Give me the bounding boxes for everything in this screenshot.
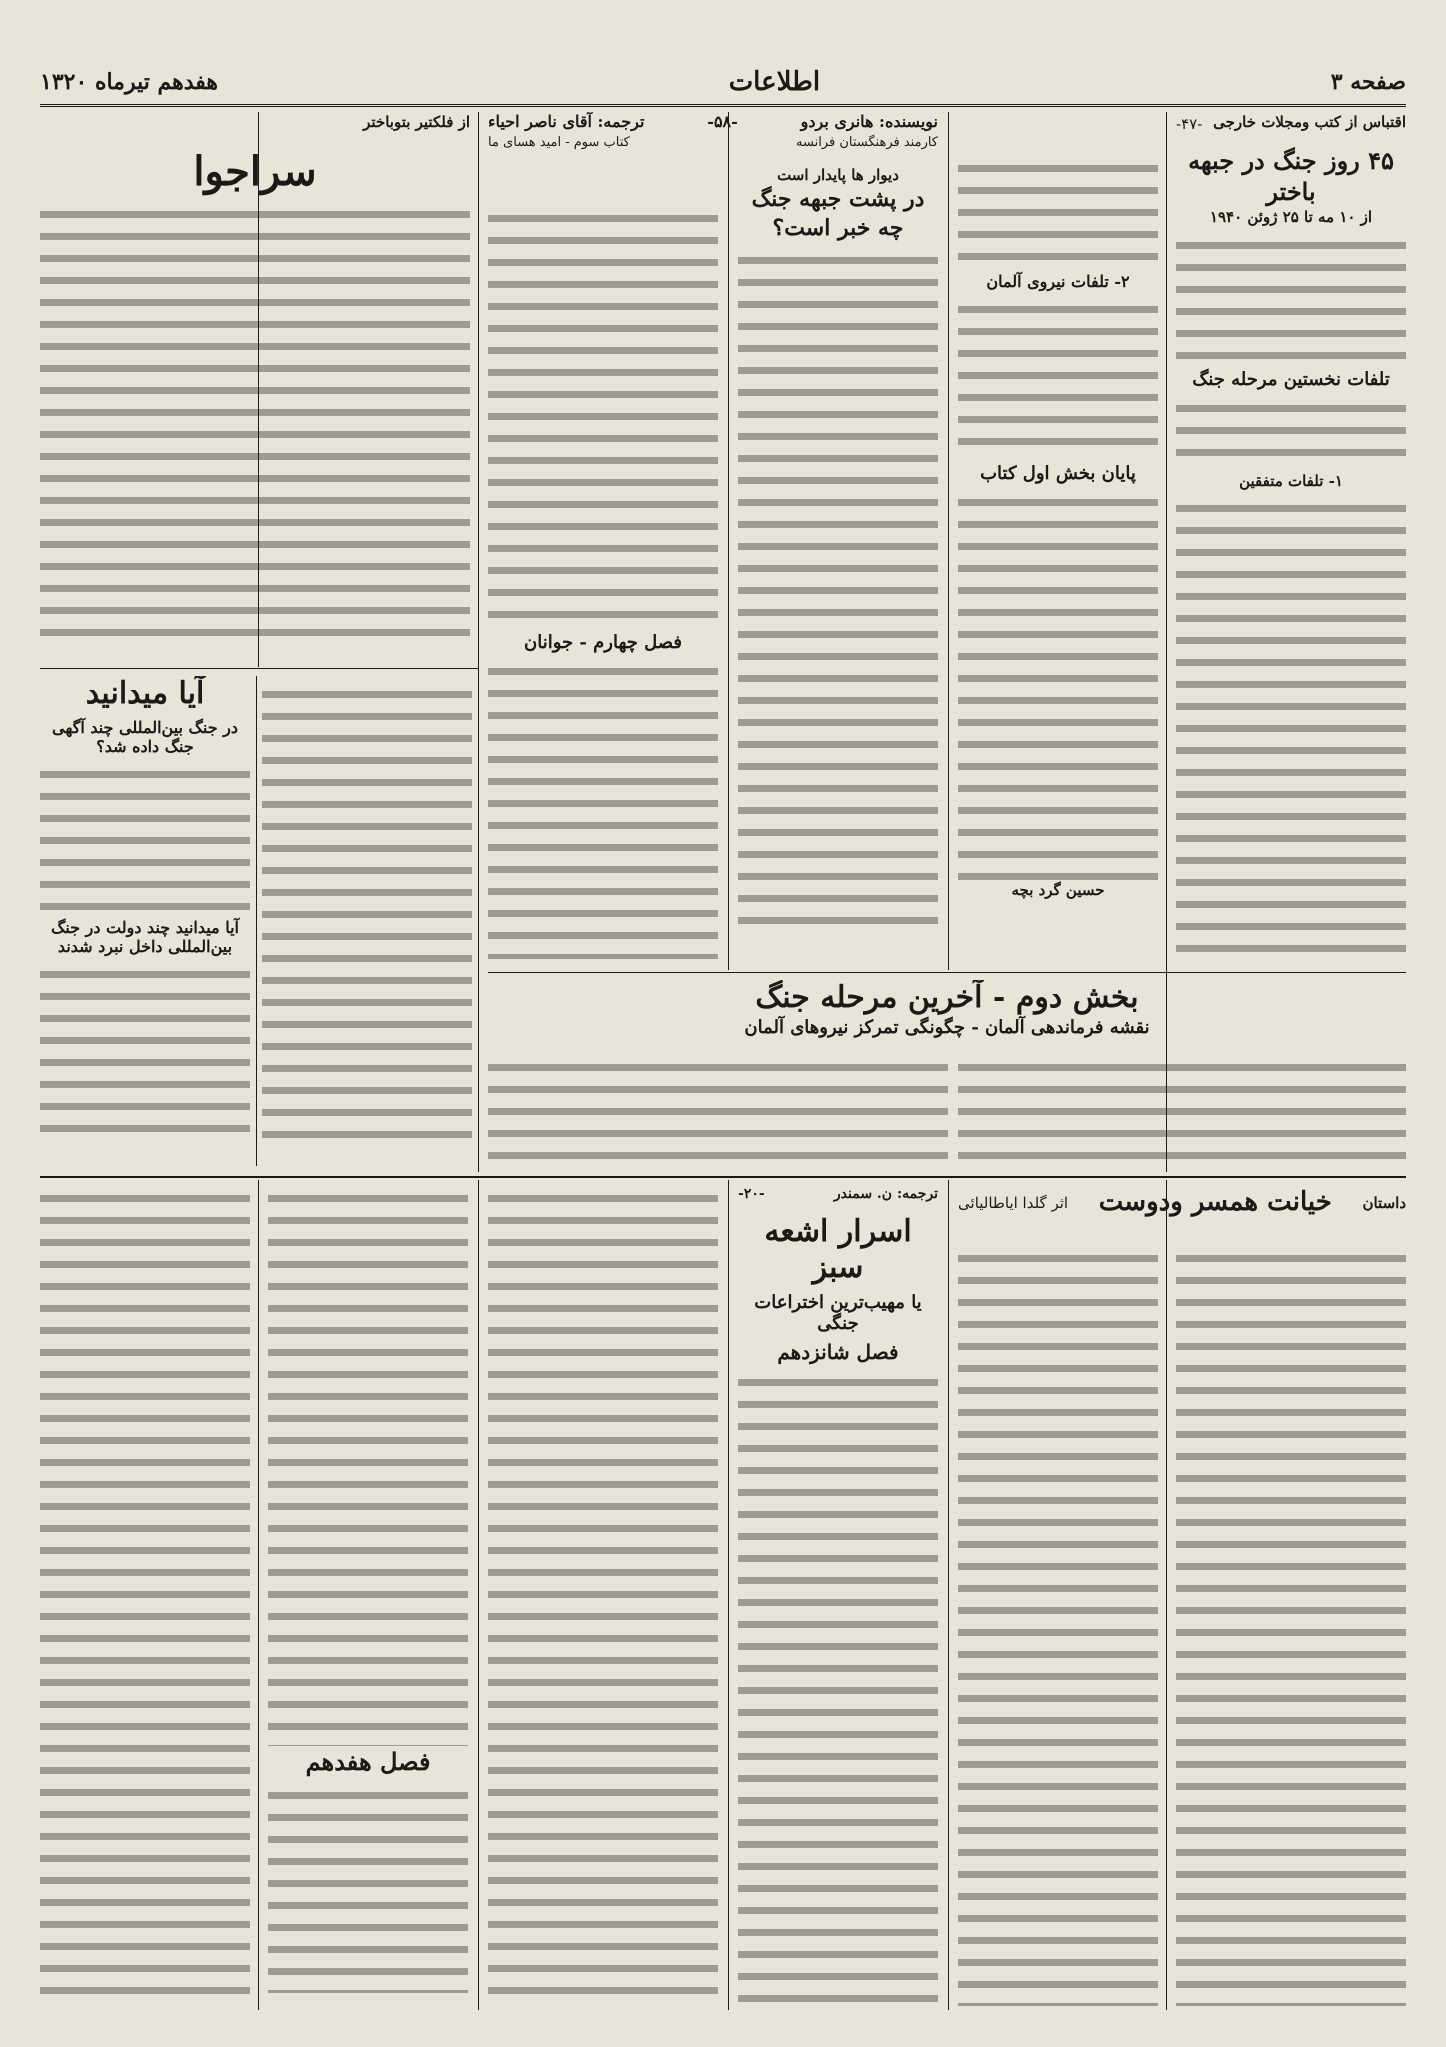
column-rule bbox=[478, 1180, 479, 2010]
article-text bbox=[738, 248, 938, 938]
column-rule bbox=[258, 1180, 259, 2010]
part-two-title: بخش دوم - آخرین مرحله جنگ bbox=[755, 980, 1139, 1015]
box-title: آیا میدانید bbox=[85, 676, 205, 711]
serial-subtitle: یا مهیب‌ترین اختراعات جنگی bbox=[754, 1292, 922, 1334]
article-text bbox=[1176, 233, 1406, 363]
author: از فلکتیر بتوباختر bbox=[363, 113, 470, 131]
story-text bbox=[958, 1246, 1158, 2006]
feature-column-cont bbox=[488, 200, 718, 970]
novel-text bbox=[488, 1186, 718, 1996]
story-tag: داستان bbox=[1362, 1193, 1406, 1212]
page-number: صفحه ۳ bbox=[1330, 69, 1406, 95]
sarajevo-article bbox=[40, 112, 470, 662]
column-rule bbox=[948, 112, 949, 970]
story-header bbox=[958, 1186, 1406, 1246]
story-text bbox=[1176, 1246, 1406, 2006]
column-rule bbox=[1166, 1180, 1167, 2010]
article-text bbox=[488, 659, 718, 959]
article-text bbox=[262, 682, 472, 1152]
feature-kicker: دیوار ها پایدار است bbox=[777, 166, 899, 184]
box-text bbox=[40, 962, 250, 1132]
news-column-cont bbox=[958, 150, 1158, 970]
story-title: خیانت همسر ودوست bbox=[1098, 1187, 1332, 1217]
novel-text bbox=[268, 1783, 468, 1993]
story-column-2 bbox=[958, 1240, 1158, 2010]
article-text bbox=[1176, 496, 1406, 956]
article-text bbox=[488, 1055, 948, 1165]
novel-chapter: فصل هفدهم bbox=[305, 1747, 431, 1776]
sarajevo-cont bbox=[262, 676, 472, 1166]
section-heading: تلفات نخستین مرحله جنگ bbox=[1192, 369, 1390, 391]
header-rule bbox=[40, 104, 1406, 107]
box-subtitle: در جنگ بین‌المللی چند آگهی جنگ داده شد؟ bbox=[51, 718, 239, 756]
article-title: سراجوا bbox=[193, 148, 317, 196]
novel-column-3 bbox=[40, 1186, 250, 2010]
box-subtitle: آیا میدانید چند دولت در جنگ بین‌المللی داخل نبرد شدند bbox=[51, 918, 239, 956]
part-two-text bbox=[958, 1055, 1406, 1170]
translator: ترجمه: آقای ناصر احیاء bbox=[488, 112, 645, 131]
serial-text bbox=[738, 1370, 938, 2010]
serial-column bbox=[738, 1186, 938, 2010]
article-text bbox=[958, 1055, 1406, 1165]
article-text bbox=[958, 156, 1158, 266]
paper-name: اطلاعات bbox=[728, 67, 821, 97]
author: نویسنده: هانری بردو bbox=[800, 112, 938, 131]
story-column bbox=[1176, 1240, 1406, 2010]
column-rule bbox=[728, 1180, 729, 2010]
article-text bbox=[488, 206, 718, 626]
serial-chapter: فصل شانزدهم bbox=[777, 1340, 899, 1364]
subsection-heading: ۲- تلفات نیروی آلمان bbox=[986, 272, 1130, 291]
signature: حسین گرد بچه bbox=[1011, 881, 1105, 899]
chapter-heading: فصل چهارم - جوانان bbox=[523, 632, 682, 653]
part-two-text-2 bbox=[488, 1055, 948, 1170]
page-header bbox=[40, 62, 1406, 102]
column-rule bbox=[948, 1180, 949, 2010]
part-two-header bbox=[488, 980, 1406, 1050]
bottom-rule bbox=[40, 1176, 1406, 1178]
article-text bbox=[1176, 396, 1406, 466]
author-role: کارمند فرهنگستان فرانسه bbox=[796, 135, 938, 150]
book-info: کتاب سوم - امید هسای ما bbox=[488, 135, 630, 150]
article-number: -۵۸- bbox=[707, 112, 738, 131]
article-text bbox=[40, 202, 470, 642]
box-text bbox=[40, 762, 250, 912]
issue-date: هفدهم تیرماه ۱۳۲۰ bbox=[40, 69, 219, 95]
end-part-heading: پایان بخش اول کتاب bbox=[980, 463, 1136, 484]
serial-title: اسرار اشعه سبز bbox=[764, 1214, 912, 1285]
feature-column bbox=[738, 165, 938, 965]
article-text bbox=[958, 490, 1158, 880]
novel-column-2 bbox=[268, 1186, 468, 2010]
column-rule bbox=[256, 676, 257, 1166]
box-rule bbox=[40, 668, 478, 669]
column-rule bbox=[728, 112, 729, 970]
novel-text bbox=[268, 1186, 468, 1746]
article-text bbox=[958, 297, 1158, 457]
do-you-know-box bbox=[40, 676, 250, 1166]
column-kicker: اقتباس از کتب ومجلات خارجی bbox=[1213, 113, 1406, 131]
novel-column bbox=[488, 1186, 718, 2010]
article-title: ۴۵ روز جنگ در جبهه باختر bbox=[1188, 145, 1394, 206]
serial-number: -۲۰- bbox=[738, 1186, 765, 1202]
section-rule bbox=[488, 972, 1406, 973]
novel-text bbox=[40, 1186, 250, 1996]
issue-number: -۴۷- bbox=[1176, 115, 1203, 134]
story-author: اثر گلدا ایاطالیائی bbox=[958, 1193, 1069, 1212]
feature-title: در پشت جبهه جنگ چه خبر است؟ bbox=[751, 186, 925, 241]
subsection-heading: ۱- تلفات متفقین bbox=[1239, 472, 1343, 491]
serial-translator: ترجمه: ن. سمندر bbox=[833, 1186, 938, 1202]
part-two-subtitle: نقشه فرماندهی آلمان - چگونگی تمرکز نیروهای آلمان bbox=[744, 1017, 1150, 1038]
article-dates: از ۱۰ مه تا ۲۵ ژوئن ۱۹۴۰ bbox=[1209, 207, 1373, 226]
column-rule bbox=[478, 112, 479, 1172]
